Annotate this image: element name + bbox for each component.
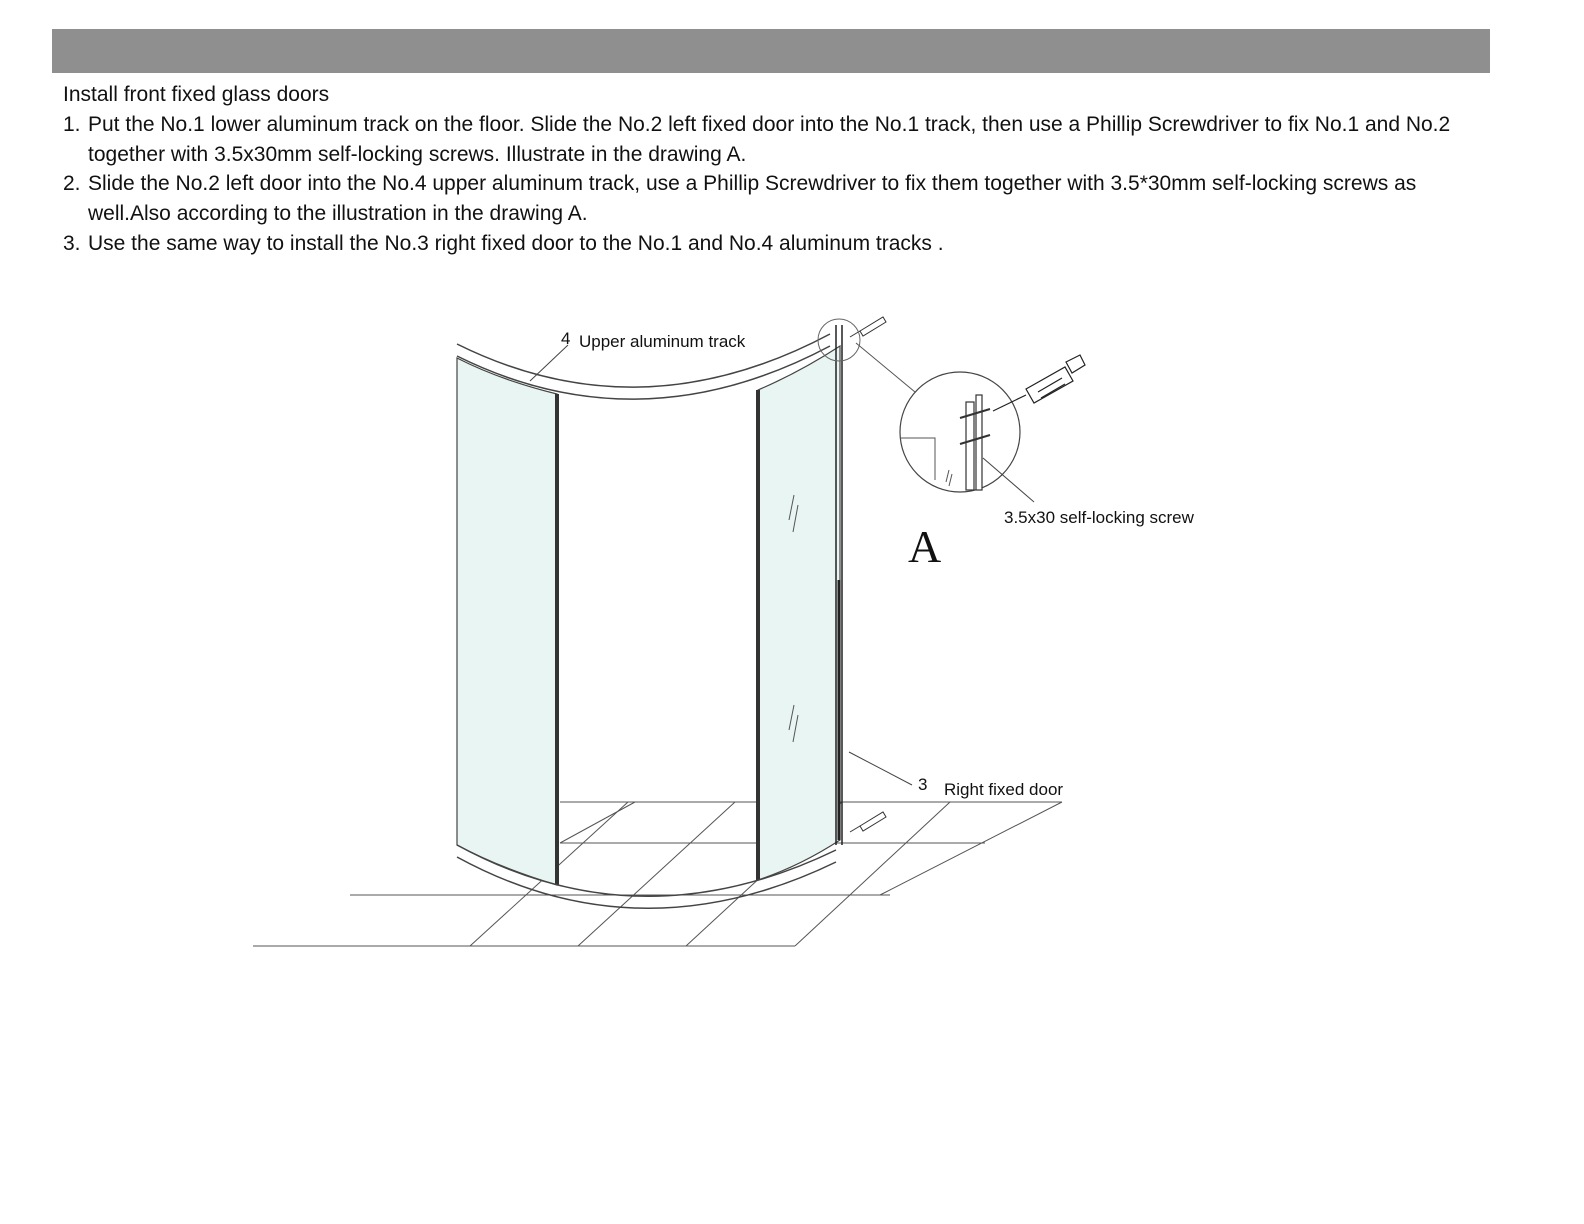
upper-track-label: Upper aluminum track [579,332,746,351]
right-door-number: 3 [918,775,928,794]
step-text: Slide the No.2 left door into the No.4 upper aluminum track, use a Phillip Screwdriver to fix them together with 3.5*30mm self-locking screws as well.Also according to the illustration in the drawing A. [88,172,1417,226]
step-text: Use the same way to install the No.3 right fixed door to the No.1 and No.4 aluminum tracks . [88,231,944,255]
right-door-label: Right fixed door [944,780,1064,799]
right-door-leader [849,752,912,785]
upper-track-leader [530,345,568,381]
left-fixed-door [457,358,557,885]
upper-track-number: 4 [561,329,571,348]
step-number: 2. [63,172,81,196]
detail-a-label: A [908,521,942,572]
step-text: Put the No.1 lower aluminum track on the floor. Slide the No.2 left fixed door into the No.1 track, then use a Phillip Screwdriver to fix No.1 and No.2 together with 3.5x30mm self-locking screws. Illustrate in the drawing A. [88,113,1451,166]
right-fixed-door [758,346,840,880]
section-title: Install front fixed glass doors [63,83,330,106]
step-number: 3. [63,231,81,255]
detail-leader-line [856,343,915,392]
step-number: 1. [63,113,81,136]
screw-label: 3.5x30 self-locking screw [1004,508,1194,527]
screw-icon [850,812,886,832]
floor-grid [253,802,1062,946]
